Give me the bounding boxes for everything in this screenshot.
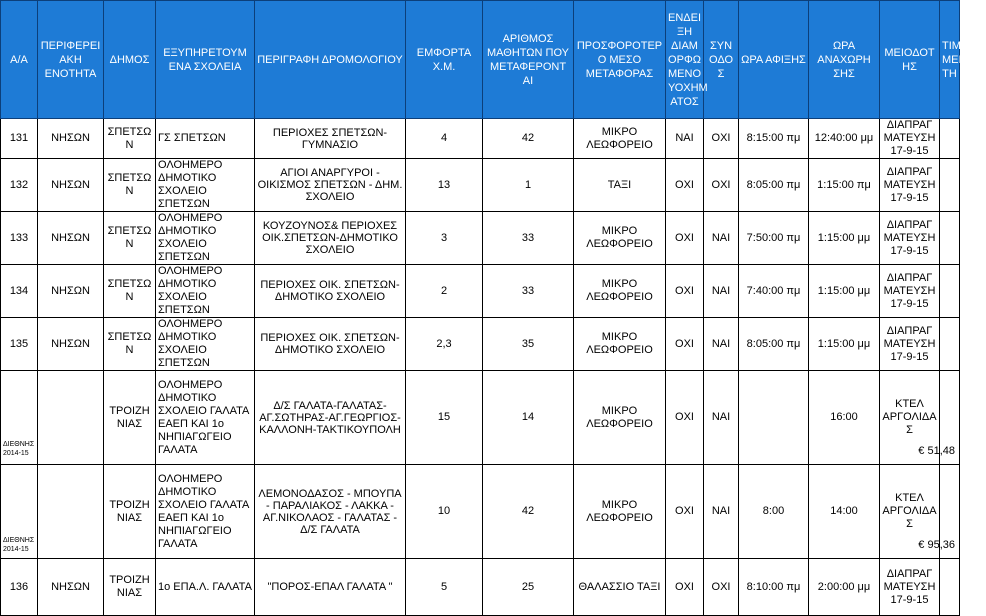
table-row — [1, 265, 960, 318]
cell-escort: ΝΑΙ — [704, 465, 739, 559]
cell-arrival: 8:00 — [739, 465, 809, 559]
cell-price — [940, 265, 960, 318]
cell-dimos: ΣΠΕΤΣΩ Ν — [104, 159, 156, 212]
cell-adapted: ΝΑΙ — [666, 119, 704, 159]
note-label: ΔΙΕΘΝΗΣ 2014-15 — [3, 537, 35, 553]
cell-departure: 1:15:00 πμ — [809, 159, 880, 212]
cell-departure: 1:15:00 μμ — [809, 265, 880, 318]
cell-schools: ΟΛΟΗΜΕΡΟ ΔΗΜΟΤΙΚΟ ΣΧΟΛΕΙΟ ΣΠΕΤΣΩΝ — [156, 265, 255, 318]
price-value: € 51,48 — [918, 445, 955, 457]
cell-contractor: ΔΙΑΠΡΑΓ ΜΑΤΕΥΣΗ 17-9-15 — [880, 212, 940, 265]
cell-escort: ΝΑΙ — [704, 212, 739, 265]
cell-arrival: 8:05:00 πμ — [739, 159, 809, 212]
cell-students: 14 — [483, 371, 574, 465]
cell-dimos: ΣΠΕΤΣΩ Ν — [104, 265, 156, 318]
cell-km: 3 — [406, 212, 483, 265]
header-escort: ΣΥΝ ΟΔΟ Σ — [704, 1, 739, 119]
cell-vehicle: ΘΑΛΑΣΣΙΟ ΤΑΞΙ — [574, 559, 666, 616]
cell-price — [918, 465, 960, 559]
cell-region: ΝΗΣΩΝ — [38, 159, 104, 212]
cell-vehicle: ΜΙΚΡΟ ΛΕΩΦΟΡΕΙΟ — [574, 318, 666, 371]
cell-students: 35 — [483, 318, 574, 371]
cell-aa: 133 — [1, 212, 38, 265]
cell-aa: 134 — [1, 265, 38, 318]
cell-contractor: ΔΙΑΠΡΑΓ ΜΑΤΕΥΣΗ 17-9-15 — [880, 159, 940, 212]
cell-departure: 12:40:00 μμ — [809, 119, 880, 159]
header-km: ΕΜΦΟΡΤΑ Χ.Μ. — [406, 1, 483, 119]
cell-price — [940, 559, 960, 616]
cell-aa — [1, 371, 38, 465]
table-row — [1, 371, 960, 465]
header-arrival: ΩΡΑ ΑΦΙΞΗΣ — [739, 1, 809, 119]
header-route: ΠΕΡΙΓΡΑΦΗ ΔΡΟΜΟΛΟΓΙΟΥ — [255, 1, 406, 119]
cell-contractor: ΔΙΑΠΡΑΓ ΜΑΤΕΥΣΗ 17-9-15 — [880, 559, 940, 616]
cell-students: 25 — [483, 559, 574, 616]
cell-schools: ΟΛΟΗΜΕΡΟ ΔΗΜΟΤΙΚΟ ΣΧΟΛΕΙΟ ΣΠΕΤΣΩΝ — [156, 212, 255, 265]
cell-schools: ΟΛΟΗΜΕΡΟ ΔΗΜΟΤΙΚΟ ΣΧΟΛΕΙΟ ΓΑΛΑΤΑ ΕΑΕΠ ΚΑΙ 1ο ΝΗΠΙΑΓΩΓΕΙΟ ΓΑΛΑΤΑ — [156, 465, 255, 559]
cell-departure: 1:15:00 μμ — [809, 318, 880, 371]
cell-arrival — [739, 371, 809, 465]
cell-vehicle: ΜΙΚΡΟ ΛΕΩΦΟΡΕΙΟ — [574, 265, 666, 318]
cell-students: 33 — [483, 212, 574, 265]
cell-adapted: ΟΧΙ — [666, 318, 704, 371]
cell-region: ΝΗΣΩΝ — [38, 119, 104, 159]
cell-price — [940, 119, 960, 159]
cell-dimos: ΣΠΕΤΣΩ Ν — [104, 212, 156, 265]
cell-price — [940, 212, 960, 265]
table-row — [1, 159, 960, 212]
cell-aa: 135 — [1, 318, 38, 371]
cell-km: 2,3 — [406, 318, 483, 371]
cell-schools: ΓΣ ΣΠΕΤΣΩΝ — [156, 119, 255, 159]
cell-dimos: ΤΡΟΙΖΗ ΝΙΑΣ — [104, 465, 156, 559]
header-dimos: ΔΗΜΟΣ — [104, 1, 156, 119]
cell-route: ΠΕΡΙΟΧΕΣ ΟΙΚ. ΣΠΕΤΣΩΝ-ΔΗΜΟΤΙΚΟ ΣΧΟΛΕΙΟ — [255, 318, 406, 371]
cell-price — [940, 159, 960, 212]
cell-aa: 136 — [1, 559, 38, 616]
table-row — [1, 559, 960, 616]
header-row — [1, 1, 960, 119]
cell-region — [38, 371, 104, 465]
cell-schools: ΟΛΟΗΜΕΡΟ ΔΗΜΟΤΙΚΟ ΣΧΟΛΕΙΟ ΣΠΕΤΣΩΝ — [156, 318, 255, 371]
cell-contractor: ΚΤΕΛ ΑΡΓΟΛΙΔΑ Σ — [880, 465, 940, 559]
cell-km: 4 — [406, 119, 483, 159]
cell-departure: 16:00 — [809, 371, 880, 465]
cell-escort: ΟΧΙ — [704, 159, 739, 212]
cell-vehicle: ΜΙΚΡΟ ΛΕΩΦΟΡΕΙΟ — [574, 371, 666, 465]
price-value: € 95,36 — [918, 539, 955, 551]
cell-departure: 1:15:00 μμ — [809, 212, 880, 265]
cell-km: 2 — [406, 265, 483, 318]
cell-contractor: ΔΙΑΠΡΑΓ ΜΑΤΕΥΣΗ 17-9-15 — [880, 318, 940, 371]
table-row — [1, 119, 960, 159]
cell-schools: 1ο ΕΠΑ.Λ. ΓΑΛΑΤΑ — [156, 559, 255, 616]
cell-departure: 2:00:00 μμ — [809, 559, 880, 616]
cell-students: 42 — [483, 119, 574, 159]
cell-dimos: ΣΠΕΤΣΩ Ν — [104, 318, 156, 371]
cell-route: "ΠΟΡΟΣ-ΕΠΑΛ ΓΑΛΑΤΑ " — [255, 559, 406, 616]
cell-arrival: 7:40:00 πμ — [739, 265, 809, 318]
cell-contractor: ΔΙΑΠΡΑΓ ΜΑΤΕΥΣΗ 17-9-15 — [880, 119, 940, 159]
cell-km: 15 — [406, 371, 483, 465]
cell-contractor: ΚΤΕΛ ΑΡΓΟΛΙΔΑ Σ — [880, 371, 940, 465]
header-schools: ΕΞΥΠΗΡΕΤΟΥΜ ΕΝΑ ΣΧΟΛΕΙΑ — [156, 1, 255, 119]
cell-adapted: ΟΧΙ — [666, 371, 704, 465]
cell-aa: 132 — [1, 159, 38, 212]
cell-adapted: ΟΧΙ — [666, 465, 704, 559]
cell-vehicle: ΜΙΚΡΟ ΛΕΩΦΟΡΕΙΟ — [574, 465, 666, 559]
cell-route: ΑΓΙΟΙ ΑΝΑΡΓΥΡΟΙ - ΟΙΚΙΣΜΟΣ ΣΠΕΤΣΩΝ - ΔΗΜ. ΣΧΟΛΕΙΟ — [255, 159, 406, 212]
header-price: ΤΙΜΗ ΜΕΙΟΔΟ ΤΗ — [940, 1, 960, 119]
cell-students: 33 — [483, 265, 574, 318]
cell-route: ΚΟΥΖΟΥΝΟΣ& ΠΕΡΙΟΧΕΣ ΟΙΚ.ΣΠΕΤΣΩΝ-ΔΗΜΟΤΙΚΟ ΣΧΟΛΕΙΟ — [255, 212, 406, 265]
cell-km: 5 — [406, 559, 483, 616]
cell-contractor: ΔΙΑΠΡΑΓ ΜΑΤΕΥΣΗ 17-9-15 — [880, 265, 940, 318]
header-vehicle: ΠΡΟΣΦΟΡΟΤΕΡ Ο ΜΕΣΟ ΜΕΤΑΦΟΡΑΣ — [574, 1, 666, 119]
cell-route: ΠΕΡΙΟΧΕΣ ΟΙΚ. ΣΠΕΤΣΩΝ-ΔΗΜΟΤΙΚΟ ΣΧΟΛΕΙΟ — [255, 265, 406, 318]
cell-aa — [1, 465, 38, 559]
cell-km: 10 — [406, 465, 483, 559]
cell-schools: ΟΛΟΗΜΕΡΟ ΔΗΜΟΤΙΚΟ ΣΧΟΛΕΙΟ ΣΠΕΤΣΩΝ — [156, 159, 255, 212]
cell-schools: ΟΛΟΗΜΕΡΟ ΔΗΜΟΤΙΚΟ ΣΧΟΛΕΙΟ ΓΑΛΑΤΑ ΕΑΕΠ ΚΑΙ 1ο ΝΗΠΙΑΓΩΓΕΙΟ ΓΑΛΑΤΑ — [156, 371, 255, 465]
cell-route: ΛΕΜΟΝΟΔΑΣΟΣ - ΜΠΟΥΠΑ - ΠΑΡΑΛΙΑΚΟΣ - ΛΑΚΚΑ - ΑΓ.ΝΙΚΟΛΑΟΣ - ΓΑΛΑΤΑΣ - Δ/Σ ΓΑΛΑΤΑ — [255, 465, 406, 559]
cell-vehicle: ΜΙΚΡΟ ΛΕΩΦΟΡΕΙΟ — [574, 119, 666, 159]
cell-adapted: ΟΧΙ — [666, 265, 704, 318]
cell-region — [38, 465, 104, 559]
table-row — [1, 465, 960, 559]
cell-adapted: ΟΧΙ — [666, 559, 704, 616]
cell-price — [918, 371, 960, 465]
cell-escort: ΝΑΙ — [704, 318, 739, 371]
cell-arrival: 8:10:00 πμ — [739, 559, 809, 616]
cell-escort: ΟΧΙ — [704, 559, 739, 616]
cell-region: ΝΗΣΩΝ — [38, 318, 104, 371]
cell-region: ΝΗΣΩΝ — [38, 265, 104, 318]
header-aa: Α/Α — [1, 1, 38, 119]
cell-dimos: ΤΡΟΙΖΗ ΝΙΑΣ — [104, 371, 156, 465]
cell-students: 1 — [483, 159, 574, 212]
header-region: ΠΕΡΙΦΕΡΕΙ ΑΚΗ ΕΝΟΤΗΤΑ — [38, 1, 104, 119]
cell-route: ΠΕΡΙΟΧΕΣ ΣΠΕΤΣΩΝ-ΓΥΜΝΑΣΙΟ — [255, 119, 406, 159]
cell-dimos: ΣΠΕΤΣΩ Ν — [104, 119, 156, 159]
table-row — [1, 318, 960, 371]
cell-escort: ΝΑΙ — [704, 371, 739, 465]
cell-arrival: 7:50:00 πμ — [739, 212, 809, 265]
cell-adapted: ΟΧΙ — [666, 159, 704, 212]
cell-dimos: ΤΡΟΙΖΗ ΝΙΑΣ — [104, 559, 156, 616]
header-adapted: ΕΝΔΕΙ ΞΗ ΔΙΑΜ ΟΡΦΩ ΜΕΝΟ ΥΟΧΗΜ ΑΤΟΣ — [666, 1, 704, 119]
cell-arrival: 8:15:00 πμ — [739, 119, 809, 159]
cell-students: 42 — [483, 465, 574, 559]
note-label: ΔΙΕΘΝΗΣ 2014-15 — [3, 441, 35, 457]
cell-region: ΝΗΣΩΝ — [38, 559, 104, 616]
header-students: ΑΡΙΘΜΟΣ ΜΑΘΗΤΩΝ ΠΟΥ ΜΕΤΑΦΕΡΟΝΤ ΑΙ — [483, 1, 574, 119]
cell-vehicle: ΤΑΞΙ — [574, 159, 666, 212]
cell-arrival: 8:05:00 πμ — [739, 318, 809, 371]
cell-price — [940, 318, 960, 371]
header-contractor: ΜΕΙΟΔΟΤ ΗΣ — [880, 1, 940, 119]
header-departure: ΩΡΑ ΑΝΑΧΩΡΗ ΣΗΣ — [809, 1, 880, 119]
cell-km: 13 — [406, 159, 483, 212]
cell-aa: 131 — [1, 119, 38, 159]
cell-departure: 14:00 — [809, 465, 880, 559]
cell-adapted: ΟΧΙ — [666, 212, 704, 265]
cell-escort: ΝΑΙ — [704, 265, 739, 318]
table-row — [1, 212, 960, 265]
cell-vehicle: ΜΙΚΡΟ ΛΕΩΦΟΡΕΙΟ — [574, 212, 666, 265]
cell-region: ΝΗΣΩΝ — [38, 212, 104, 265]
cell-route: Δ/Σ ΓΑΛΑΤΑ-ΓΑΛΑΤΑΣ-ΑΓ.ΣΩΤΗΡΑΣ-ΑΓ.ΓΕΩΡΓΙΟΣ-ΚΑΛΛΟΝΗ-ΤΑΚΤΙΚΟΥΠΟΛΗ — [255, 371, 406, 465]
cell-escort: ΟΧΙ — [704, 119, 739, 159]
